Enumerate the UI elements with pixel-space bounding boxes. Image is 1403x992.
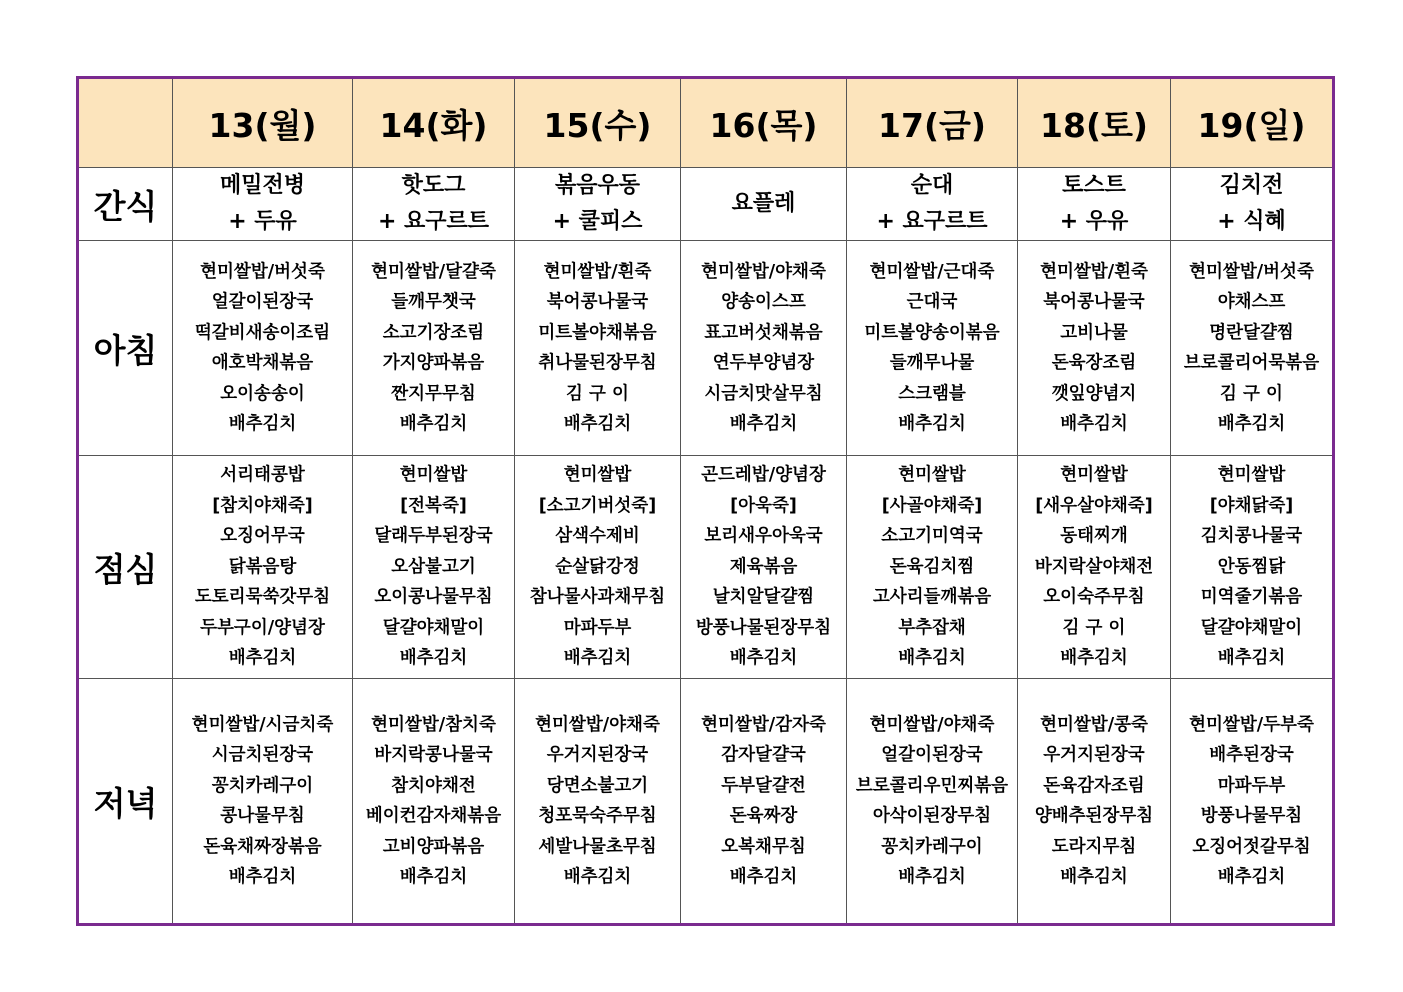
meal-cell-dinner-sun bbox=[1171, 679, 1334, 925]
snack-item: + 두유 bbox=[228, 209, 297, 234]
meal-cell-breakfast-wed bbox=[515, 241, 681, 456]
dish-item: 배추김치 bbox=[729, 867, 798, 887]
dish-item: 돈육김치찜 bbox=[889, 556, 975, 577]
meal-cell-lunch-sat bbox=[1018, 456, 1171, 679]
dish-item: 소고기장조림 bbox=[382, 322, 485, 343]
dish-item: 배추김치 bbox=[228, 414, 297, 434]
dish-item: 현미쌀밥/흰죽 bbox=[543, 261, 652, 282]
dish-item: 방풍나물된장무침 bbox=[695, 617, 832, 638]
snack-item: + 요구르트 bbox=[377, 209, 490, 234]
dish-item: [야채닭죽] bbox=[1209, 495, 1294, 516]
dish-list bbox=[173, 456, 352, 678]
dish-item: 고사리들깨볶음 bbox=[872, 587, 992, 607]
dish-item: 마파두부 bbox=[563, 617, 632, 638]
meal-cell-breakfast-tue bbox=[353, 241, 515, 456]
weekly-meal-table bbox=[76, 76, 1335, 926]
dish-item: 오이숙주무침 bbox=[1043, 587, 1145, 607]
meal-row-lunch bbox=[78, 456, 1334, 679]
dish-list bbox=[1171, 241, 1332, 455]
snack-item: + 쿨피스 bbox=[552, 209, 643, 234]
dish-item: [전복죽] bbox=[400, 495, 467, 516]
dish-item: 참치야채전 bbox=[391, 775, 476, 796]
dish-item: 김 구 이 bbox=[566, 383, 629, 404]
dish-item: 현미쌀밥 bbox=[1217, 465, 1286, 485]
meal-cell-lunch-tue bbox=[353, 456, 515, 679]
dish-item: 베이컨감자채볶음 bbox=[365, 806, 502, 826]
snack-item: 볶음우동 bbox=[554, 173, 640, 198]
dish-item: 야채스프 bbox=[1217, 292, 1286, 312]
dish-item: 가지양파볶음 bbox=[382, 353, 485, 373]
dish-item: 현미쌀밥/콩죽 bbox=[1040, 714, 1148, 735]
day-header-row bbox=[78, 78, 1334, 168]
dish-item: 삼색수제비 bbox=[555, 526, 640, 546]
dish-item: 짠지무무침 bbox=[391, 383, 476, 404]
dish-list bbox=[1018, 241, 1170, 455]
meal-row-breakfast bbox=[78, 241, 1334, 456]
dish-item: 얼갈이된장국 bbox=[211, 292, 314, 312]
dish-item: 연두부양념장 bbox=[712, 353, 815, 373]
dish-item: 배추김치 bbox=[1217, 867, 1286, 887]
dish-item: 시금치맛살무침 bbox=[704, 383, 823, 404]
dish-list bbox=[353, 168, 514, 240]
meal-cell-breakfast-sun bbox=[1171, 241, 1334, 456]
day-header-sat: 18(토) bbox=[1018, 78, 1171, 168]
dish-item: 세발나물초무침 bbox=[538, 836, 657, 857]
dish-list bbox=[681, 679, 846, 923]
meal-cell-breakfast-thu bbox=[681, 241, 847, 456]
day-header-fri: 17(금) bbox=[847, 78, 1018, 168]
dish-item: 두부달걀전 bbox=[721, 775, 806, 796]
dish-item: 북어콩나물국 bbox=[1043, 292, 1145, 312]
dish-item: 오복채무침 bbox=[721, 836, 806, 857]
meal-cell-lunch-wed bbox=[515, 456, 681, 679]
dish-item: 참나물사과채무침 bbox=[529, 587, 666, 607]
dish-item: 배추김치 bbox=[399, 648, 468, 668]
snack-item: 순대 bbox=[910, 173, 954, 198]
dish-item: 꽁치카레구이 bbox=[881, 836, 983, 857]
dish-item: 돈육짜장 bbox=[729, 806, 798, 826]
meal-cell-breakfast-mon bbox=[173, 241, 353, 456]
dish-item: 깻잎양념지 bbox=[1051, 383, 1137, 404]
dish-item: 명란달걀찜 bbox=[1209, 322, 1294, 343]
dish-list bbox=[681, 168, 846, 240]
snack-item: 김치전 bbox=[1219, 173, 1284, 198]
dish-item: 현미쌀밥/달걀죽 bbox=[371, 261, 496, 282]
dish-item: 오징어젓갈무침 bbox=[1192, 836, 1311, 857]
dish-list bbox=[681, 456, 846, 678]
dish-item: 배추김치 bbox=[1217, 414, 1286, 434]
meal-cell-lunch-thu bbox=[681, 456, 847, 679]
corner-cell bbox=[78, 78, 173, 168]
dish-list bbox=[515, 168, 680, 240]
meal-cell-snack-wed bbox=[515, 168, 681, 241]
dish-item: 돈육장조림 bbox=[1051, 353, 1137, 373]
dish-item: 배추김치 bbox=[563, 648, 632, 668]
dish-item: 미트볼양송이볶음 bbox=[864, 322, 1000, 343]
dish-item: 달걀야채말이 bbox=[382, 617, 485, 638]
dish-item: 고비나물 bbox=[1060, 322, 1128, 343]
dish-item: 배추김치 bbox=[399, 867, 468, 887]
meal-cell-lunch-mon bbox=[173, 456, 353, 679]
dish-item: 바지락살야채전 bbox=[1034, 556, 1154, 577]
dish-list bbox=[847, 456, 1017, 678]
dish-item: 배추김치 bbox=[228, 867, 297, 887]
meal-cell-dinner-fri bbox=[847, 679, 1018, 925]
dish-item: 닭볶음탕 bbox=[228, 556, 297, 577]
dish-list bbox=[173, 679, 352, 923]
dish-item: 배추김치 bbox=[1060, 414, 1128, 434]
meal-cell-dinner-wed bbox=[515, 679, 681, 925]
dish-item: 배추김치 bbox=[729, 414, 798, 434]
dish-item: 배추김치 bbox=[898, 648, 966, 668]
dish-item: 애호박채볶음 bbox=[211, 353, 314, 373]
dish-item: [새우살야채죽] bbox=[1035, 495, 1153, 516]
meal-label-dinner: 저녁 bbox=[78, 679, 173, 925]
dish-item: 감자달걀국 bbox=[721, 745, 806, 765]
dish-item: 우거지된장국 bbox=[1043, 745, 1145, 765]
dish-list bbox=[681, 241, 846, 455]
day-header-thu: 16(목) bbox=[681, 78, 847, 168]
dish-item: 배추된장국 bbox=[1209, 745, 1294, 765]
dish-item: 현미쌀밥/두부죽 bbox=[1189, 714, 1314, 735]
dish-item: 배추김치 bbox=[228, 648, 297, 668]
dish-list bbox=[847, 679, 1017, 923]
dish-item: 표고버섯채볶음 bbox=[704, 322, 823, 343]
dish-item: 시금치된장국 bbox=[211, 745, 314, 765]
dish-list bbox=[847, 168, 1017, 240]
meal-cell-snack-sun bbox=[1171, 168, 1334, 241]
dish-item: 배추김치 bbox=[399, 414, 468, 434]
dish-item: 마파두부 bbox=[1217, 775, 1286, 796]
dish-item: 부추잡채 bbox=[898, 617, 966, 638]
dish-item: 오징어무국 bbox=[220, 526, 305, 546]
dish-item: 도라지무침 bbox=[1051, 836, 1137, 857]
meal-label-snack: 간식 bbox=[78, 168, 173, 241]
meal-cell-dinner-mon bbox=[173, 679, 353, 925]
dish-item: 배추김치 bbox=[563, 867, 632, 887]
dish-list bbox=[515, 241, 680, 455]
dish-item: 얼갈이된장국 bbox=[881, 745, 983, 765]
dish-item: 현미쌀밥/시금치죽 bbox=[191, 714, 334, 735]
dish-item: 배추김치 bbox=[563, 414, 632, 434]
snack-item: 핫도그 bbox=[401, 173, 466, 198]
meal-cell-snack-sat bbox=[1018, 168, 1171, 241]
dish-list bbox=[1171, 168, 1332, 240]
dish-list bbox=[173, 241, 352, 455]
dish-item: 동태찌개 bbox=[1060, 526, 1128, 546]
dish-list bbox=[1171, 679, 1332, 923]
dish-item: 보리새우아욱국 bbox=[704, 526, 823, 546]
meal-cell-snack-mon bbox=[173, 168, 353, 241]
meal-cell-breakfast-fri bbox=[847, 241, 1018, 456]
dish-item: 브로콜리우민찌볶음 bbox=[855, 775, 1009, 796]
meal-label-lunch: 점심 bbox=[78, 456, 173, 679]
dish-item: 소고기미역국 bbox=[881, 526, 983, 546]
dish-list bbox=[1018, 679, 1170, 923]
dish-item: 배추김치 bbox=[898, 414, 966, 434]
dish-item: [사골야채죽] bbox=[881, 495, 983, 516]
meal-cell-snack-tue bbox=[353, 168, 515, 241]
dish-item: 날치알달걀찜 bbox=[712, 587, 815, 607]
dish-list bbox=[353, 456, 514, 678]
day-header-tue: 14(화) bbox=[353, 78, 515, 168]
dish-item: 배추김치 bbox=[1060, 648, 1128, 668]
day-header-wed: 15(수) bbox=[515, 78, 681, 168]
dish-list bbox=[515, 456, 680, 678]
snack-item: 메밀전병 bbox=[219, 173, 305, 198]
dish-list bbox=[173, 168, 352, 240]
dish-list bbox=[515, 679, 680, 923]
dish-item: 오삼불고기 bbox=[391, 556, 476, 577]
dish-item: 바지락콩나물국 bbox=[374, 745, 493, 765]
dish-item: 서리태콩밥 bbox=[220, 465, 305, 485]
dish-item: 고비양파볶음 bbox=[382, 836, 485, 857]
dish-item: [소고기버섯죽] bbox=[538, 495, 657, 516]
dish-item: 현미쌀밥/감자죽 bbox=[701, 714, 826, 735]
dish-item: 현미쌀밥 bbox=[563, 465, 632, 485]
dish-item: 현미쌀밥/야채죽 bbox=[701, 261, 826, 282]
snack-item: + 우유 bbox=[1059, 209, 1129, 234]
dish-item: 양배추된장무침 bbox=[1034, 806, 1154, 826]
dish-item: 떡갈비새송이조림 bbox=[194, 322, 331, 343]
dish-item: 순살닭강정 bbox=[555, 556, 640, 577]
meal-label-breakfast: 아침 bbox=[78, 241, 173, 456]
dish-item: 취나물된장무침 bbox=[538, 353, 657, 373]
dish-item: [아욱죽] bbox=[730, 495, 797, 516]
dish-item: 현미쌀밥 bbox=[1060, 465, 1128, 485]
dish-item: 현미쌀밥/버섯죽 bbox=[1189, 261, 1314, 282]
dish-item: 오이콩나물무침 bbox=[374, 587, 493, 607]
meal-row-dinner bbox=[78, 679, 1334, 925]
dish-list bbox=[1018, 168, 1170, 240]
dish-item: 안동찜닭 bbox=[1217, 556, 1286, 577]
meal-cell-snack-fri bbox=[847, 168, 1018, 241]
dish-item: 배추김치 bbox=[898, 867, 966, 887]
dish-item: 곤드레밥/양념장 bbox=[701, 465, 826, 485]
dish-item: 우거지된장국 bbox=[546, 745, 649, 765]
snack-item: 요플레 bbox=[731, 191, 796, 216]
dish-item: 배추김치 bbox=[729, 648, 798, 668]
dish-item: 김 구 이 bbox=[1220, 383, 1283, 404]
dish-item: 미역줄기볶음 bbox=[1200, 587, 1303, 607]
dish-item: 배추김치 bbox=[1060, 867, 1128, 887]
meal-cell-lunch-fri bbox=[847, 456, 1018, 679]
day-header-mon: 13(월) bbox=[173, 78, 353, 168]
snack-item: 토스트 bbox=[1062, 173, 1126, 198]
dish-item: 현미쌀밥/근대죽 bbox=[869, 261, 995, 282]
dish-item: 근대국 bbox=[906, 292, 958, 312]
dish-item: 콩나물무침 bbox=[220, 806, 305, 826]
day-header-sun: 19(일) bbox=[1171, 78, 1334, 168]
dish-item: 김 구 이 bbox=[1062, 617, 1126, 638]
snack-item: + 식혜 bbox=[1217, 209, 1286, 234]
dish-item: 양송이스프 bbox=[721, 292, 806, 312]
dish-item: 현미쌀밥 bbox=[898, 465, 966, 485]
dish-item: 당면소불고기 bbox=[546, 775, 649, 796]
dish-item: 현미쌀밥/야채죽 bbox=[869, 714, 995, 735]
dish-item: 도토리묵쑥갓무침 bbox=[194, 587, 331, 607]
dish-item: 현미쌀밥/흰죽 bbox=[1040, 261, 1148, 282]
dish-item: 달래두부된장국 bbox=[374, 526, 493, 546]
dish-item: 방풍나물무침 bbox=[1200, 806, 1303, 826]
dish-item: 스크램블 bbox=[898, 383, 966, 404]
meal-cell-dinner-sat bbox=[1018, 679, 1171, 925]
dish-item: [참치야채죽] bbox=[212, 495, 313, 516]
dish-item: 브로콜리어묵볶음 bbox=[1183, 353, 1320, 373]
dish-item: 청포묵숙주무침 bbox=[538, 806, 657, 826]
meal-cell-breakfast-sat bbox=[1018, 241, 1171, 456]
meal-row-snack bbox=[78, 168, 1334, 241]
dish-item: 현미쌀밥/버섯죽 bbox=[200, 261, 325, 282]
meal-cell-lunch-sun bbox=[1171, 456, 1334, 679]
dish-item: 오이송송이 bbox=[220, 383, 305, 404]
dish-item: 들깨무챗국 bbox=[391, 292, 476, 312]
dish-item: 김치콩나물국 bbox=[1200, 526, 1303, 546]
dish-list bbox=[1018, 456, 1170, 678]
dish-item: 꽁치카레구이 bbox=[211, 775, 314, 796]
dish-item: 미트볼야채볶음 bbox=[538, 322, 657, 343]
dish-list bbox=[353, 241, 514, 455]
snack-item: + 요구르트 bbox=[876, 209, 988, 234]
dish-item: 돈육감자조림 bbox=[1043, 775, 1145, 796]
meal-cell-snack-thu bbox=[681, 168, 847, 241]
dish-item: 두부구이/양념장 bbox=[200, 617, 325, 638]
dish-item: 아삭이된장무침 bbox=[872, 806, 992, 826]
dish-list bbox=[353, 679, 514, 923]
meal-cell-dinner-thu bbox=[681, 679, 847, 925]
dish-item: 현미쌀밥/참치죽 bbox=[371, 714, 496, 735]
dish-list bbox=[1171, 456, 1332, 678]
dish-item: 현미쌀밥/야채죽 bbox=[535, 714, 660, 735]
meal-cell-dinner-tue bbox=[353, 679, 515, 925]
dish-item: 달걀야채말이 bbox=[1200, 617, 1303, 638]
dish-item: 들깨무나물 bbox=[889, 353, 975, 373]
dish-item: 돈육채짜장볶음 bbox=[203, 836, 322, 857]
dish-item: 현미쌀밥 bbox=[399, 465, 468, 485]
dish-item: 배추김치 bbox=[1217, 648, 1286, 668]
dish-list bbox=[847, 241, 1017, 455]
dish-item: 제육볶음 bbox=[729, 556, 798, 577]
dish-item: 북어콩나물국 bbox=[546, 292, 649, 312]
